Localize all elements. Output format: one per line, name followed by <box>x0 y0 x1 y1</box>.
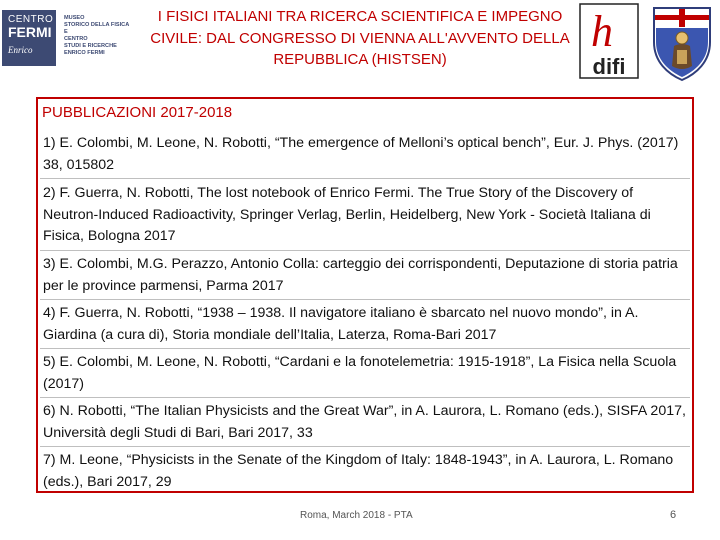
reference-item: 5) E. Colombi, M. Leone, N. Robotti, “Cardani e la fonotelemetria: 1915-1918”, La Fisica nella Scuola (2017) <box>43 354 677 392</box>
footer-text: Roma, March 2018 - PTA <box>300 510 413 521</box>
separator <box>40 397 690 398</box>
fermi-badge <box>2 10 56 75</box>
page-number: 6 <box>670 509 677 521</box>
badge-line-2: FERMI <box>8 24 52 40</box>
fermi-signature: Enrico Fermi <box>8 45 33 75</box>
separator <box>40 299 690 300</box>
separator <box>40 446 690 447</box>
separator <box>40 178 690 179</box>
difi-logo-icon <box>578 2 640 80</box>
difi-logo-letter: h <box>591 7 613 56</box>
reference-item: 4) F. Guerra, N. Robotti, “1938 – 1938. Il navigatore italiano è sbarcato nel nuovo mondo”, in A. Giardina (a cura di), Storia mondiale dell’Italia, Laterza, Roma-Bari 2017 <box>43 305 639 343</box>
coat-of-arms-icon <box>646 2 718 82</box>
reference-item: 7) M. Leone, “Physicists in the Senate of the Kingdom of Italy: 1848-1943”, in A. Laurora, L. Romano (eds.), Bari 2017, 29 <box>43 452 674 490</box>
centro-fermi-logo <box>2 10 138 75</box>
section-heading: PUBBLICAZIONI 2017-2018 <box>42 104 233 121</box>
separator <box>40 348 690 349</box>
reference-item: 6) N. Robotti, “The Italian Physicists and the Great War”, in A. Laurora, L. Romano (eds.), SISFA 2017, Università degli Studi di Bari, Bari 2017, 33 <box>43 403 686 441</box>
reference-item: 1) E. Colombi, M. Leone, N. Robotti, “The emergence of Melloni’s optical bench”, Eur. J. Phys. (2017) 38, 015802 <box>43 135 679 173</box>
museo-text: MUSEO STORICO DELLA FISICA E CENTRO STUDI E RICERCHE ENRICO FERMI <box>64 15 130 56</box>
difi-logo-text: difi <box>592 54 626 79</box>
badge-line-1: CENTRO <box>8 14 54 25</box>
separator <box>40 250 690 251</box>
page-title: I FISICI ITALIANI TRA RICERCA SCIENTIFICA E IMPEGNO CIVILE: DAL CONGRESSO DI VIENNA ALL'AVVENTO DELLA REPUBBLICA (HISTSEN) <box>150 8 570 68</box>
reference-item: 3) E. Colombi, M.G. Perazzo, Antonio Colla: carteggio dei corrispondenti, Deputazione di storia patria per le province parmensi, Parma 2017 <box>43 256 678 294</box>
reference-item: 2) F. Guerra, N. Robotti, The lost notebook of Enrico Fermi. The True Story of the Discovery of Neutron-Induced Radioactivity, Springer Verlag, Berlin, Heidelberg, New York - Società Italiana di Fisica, Bologna 2017 <box>43 185 651 244</box>
